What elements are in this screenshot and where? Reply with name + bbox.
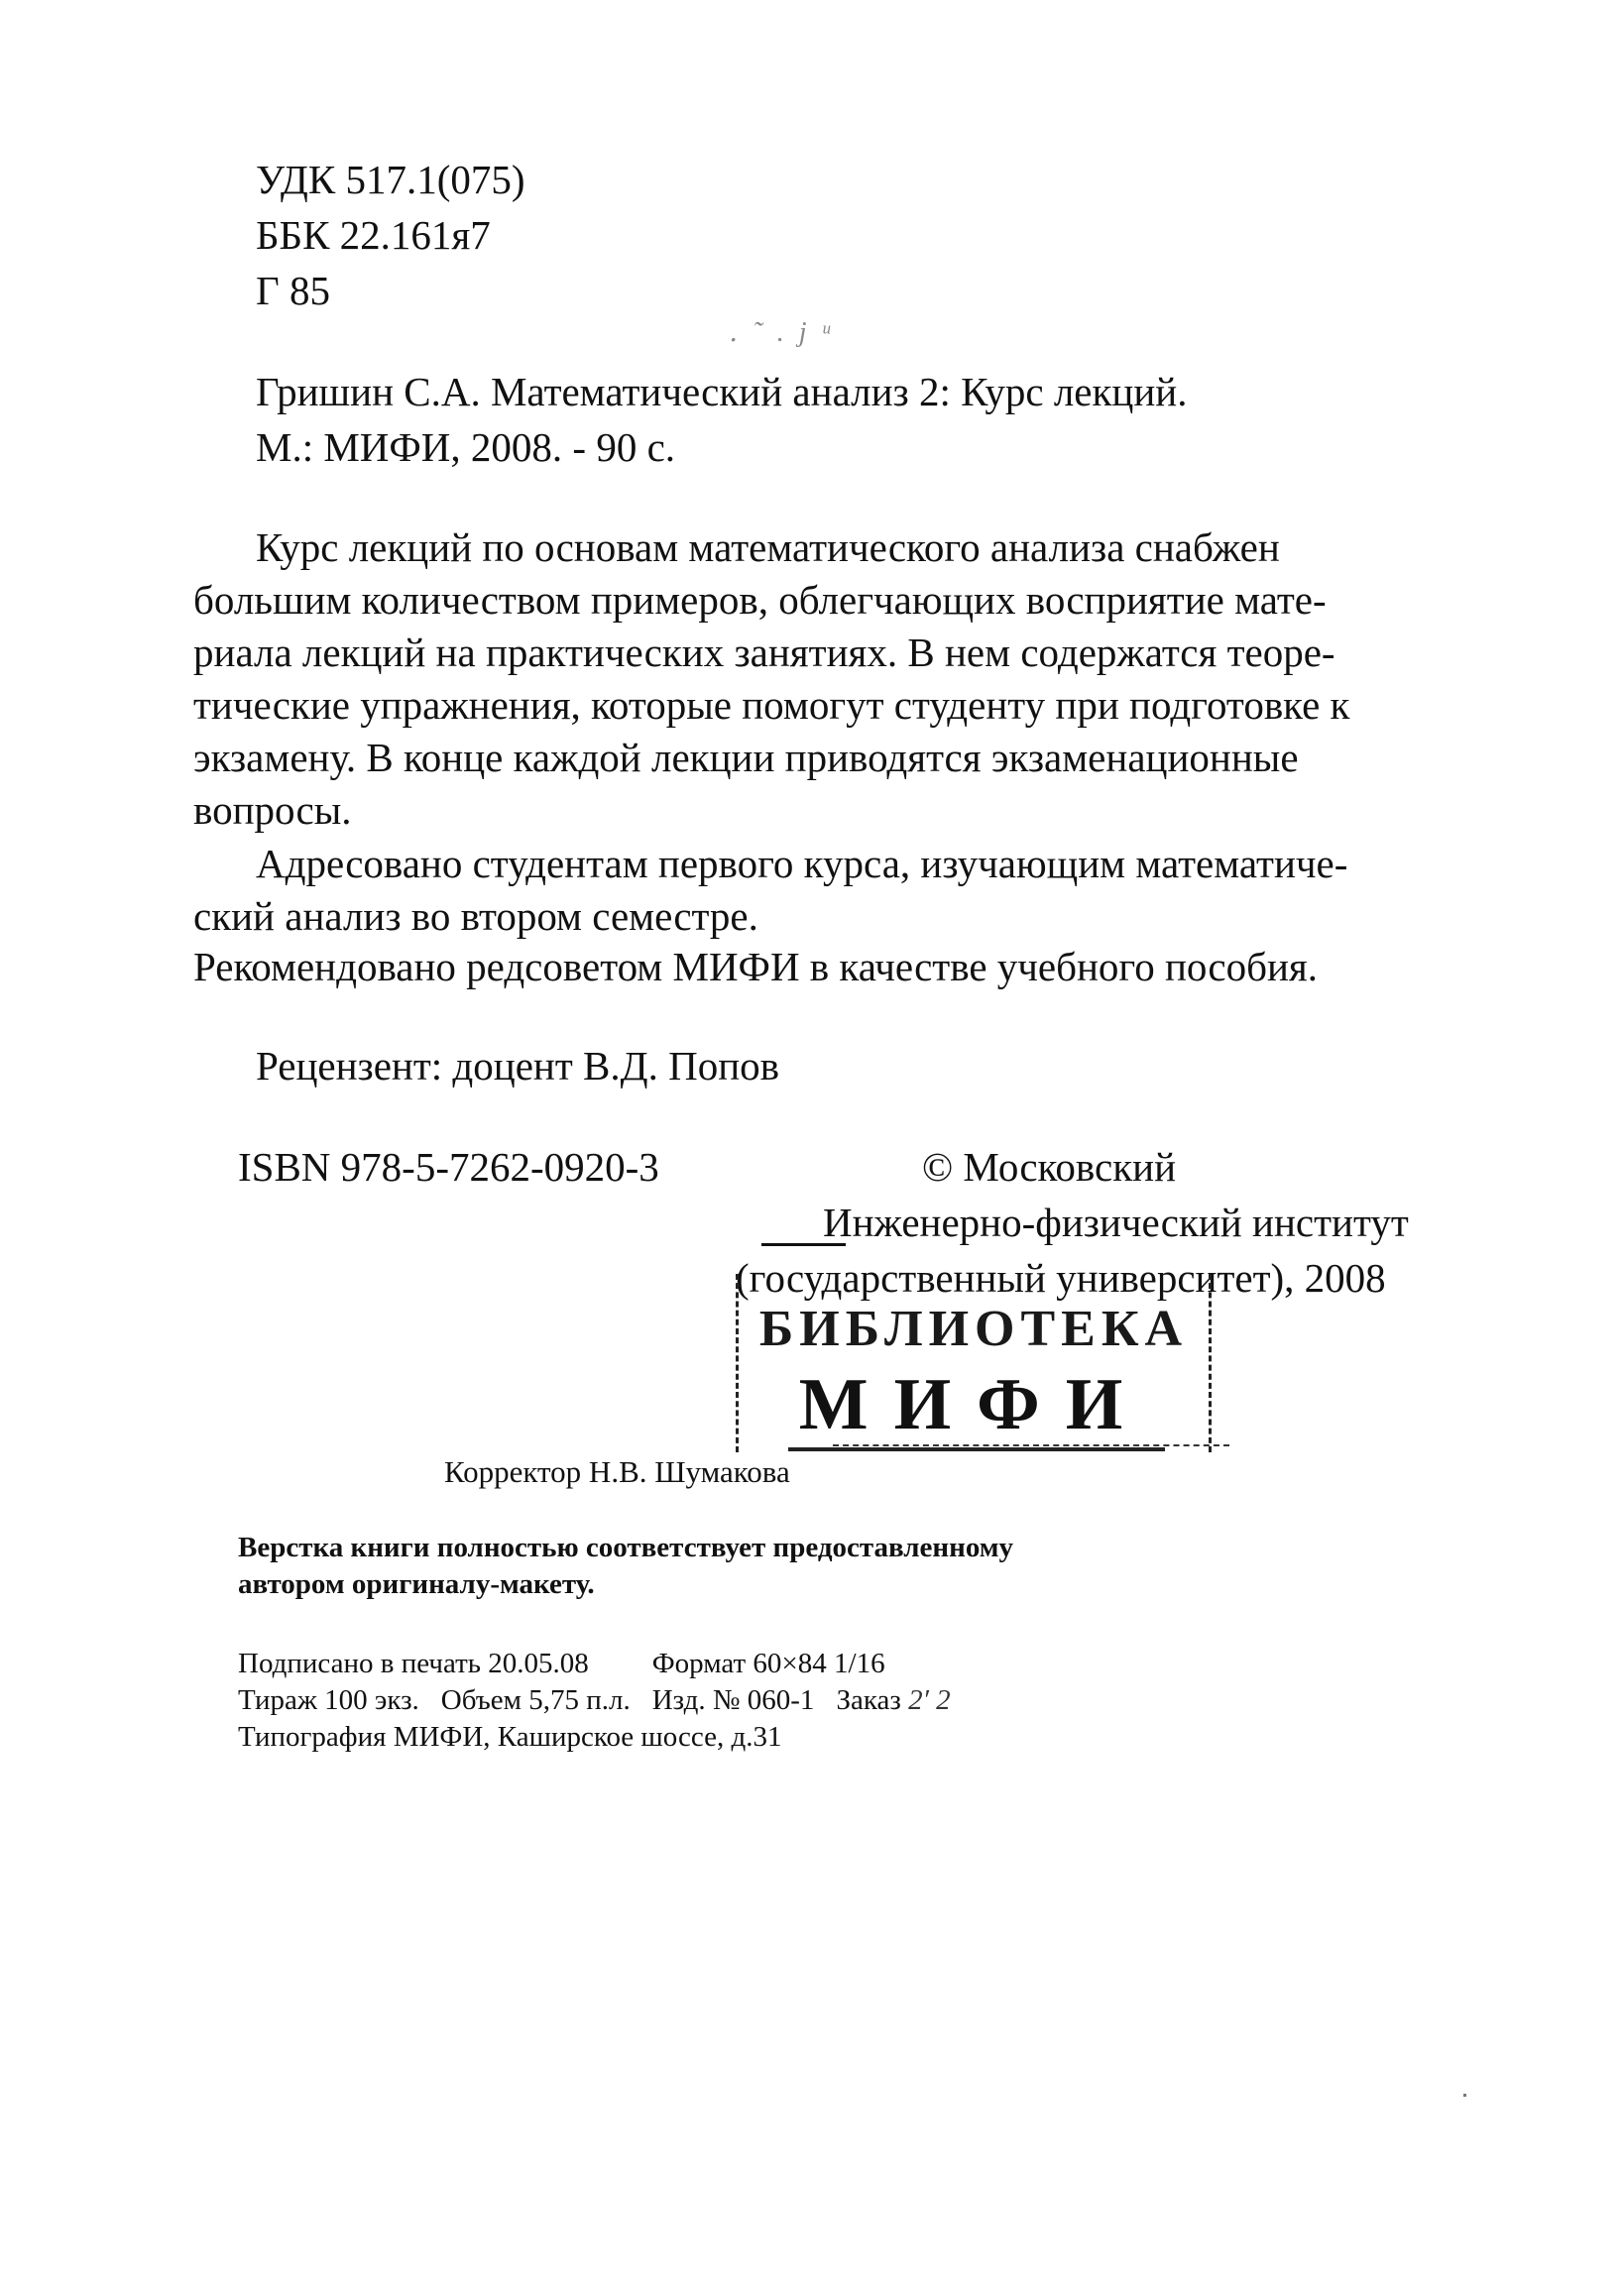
corrector: Корректор Н.В. Шумакова (444, 1454, 790, 1489)
stamp-institute-text: МИФИ (798, 1364, 1149, 1445)
printing-house: Типография МИФИ, Каширское шоссе, д.31 (238, 1721, 782, 1753)
isbn: ISBN 978-5-7262-0920-3 (238, 1144, 659, 1190)
bbk-code: ББК 22.161я7 (256, 212, 491, 258)
pencil-scribble: ․ ˜ . ј ᵘ (729, 317, 834, 348)
imprint-line1 (238, 1646, 885, 1681)
abstract-line: риала лекций на практических занятиях. В нем содержатся теоре- (193, 630, 1335, 675)
stamp-dashed-line (833, 1444, 1229, 1448)
edition-number: Изд. № 060-1 (651, 1684, 815, 1716)
speck-mark (1463, 2094, 1466, 2097)
layout-note-line1: Верстка книги полностью соответствует предоставленному (238, 1532, 1014, 1563)
print-run: Тираж 100 экз. (238, 1684, 419, 1716)
paper-format: Формат 60×84 1/16 (651, 1648, 885, 1679)
copyright-line2: Инженерно-физический институт (823, 1200, 1409, 1245)
author-mark: Г 85 (256, 268, 330, 313)
copyright-line3: (государственный университет), 2008 (736, 1255, 1386, 1301)
stamp-library-text: БИБЛИОТЕКА (758, 1301, 1189, 1357)
imprint-line2 (238, 1682, 951, 1718)
abstract-paragraph-1 (193, 521, 1522, 837)
bibliographic-entry-line1: Гришин С.А. Математический анализ 2: Курс лекций. (256, 369, 1188, 414)
recommendation: Рекомендовано редсоветом МИФИ в качестве учебного пособия. (193, 944, 1319, 989)
abstract-paragraph-2 (193, 838, 1522, 943)
order-number: 2′ 2 (908, 1684, 951, 1716)
abstract-line: вопросы. (193, 787, 352, 833)
abstract-line: Адресовано студентам первого курса, изучающим математиче- (256, 841, 1348, 886)
library-stamp (736, 1274, 1212, 1452)
reviewer: Рецензент: доцент В.Д. Попов (256, 1043, 780, 1089)
layout-note-line2: автором оригиналу-макету. (238, 1568, 595, 1600)
copyright-line1: © Московский (922, 1144, 1177, 1190)
order-label: Заказ (836, 1684, 901, 1716)
abstract-line: большим количеством примеров, облегчающих восприятие мате- (193, 577, 1327, 623)
udc-code: УДК 517.1(075) (256, 157, 525, 202)
abstract-line: Курс лекций по основам математического анализа снабжен (256, 524, 1280, 570)
volume: Объем 5,75 п.л. (440, 1684, 631, 1716)
abstract-line: ский анализ во втором семестре. (193, 893, 758, 939)
abstract-line: тические упражнения, которые помогут студенту при подготовке к (193, 682, 1350, 728)
bibliographic-entry-line2: М.: МИФИ, 2008. - 90 с. (256, 424, 676, 470)
abstract-line: экзамену. В конце каждой лекции приводятся экзаменационные (193, 735, 1299, 780)
signed-date: Подписано в печать 20.05.08 (238, 1648, 589, 1679)
